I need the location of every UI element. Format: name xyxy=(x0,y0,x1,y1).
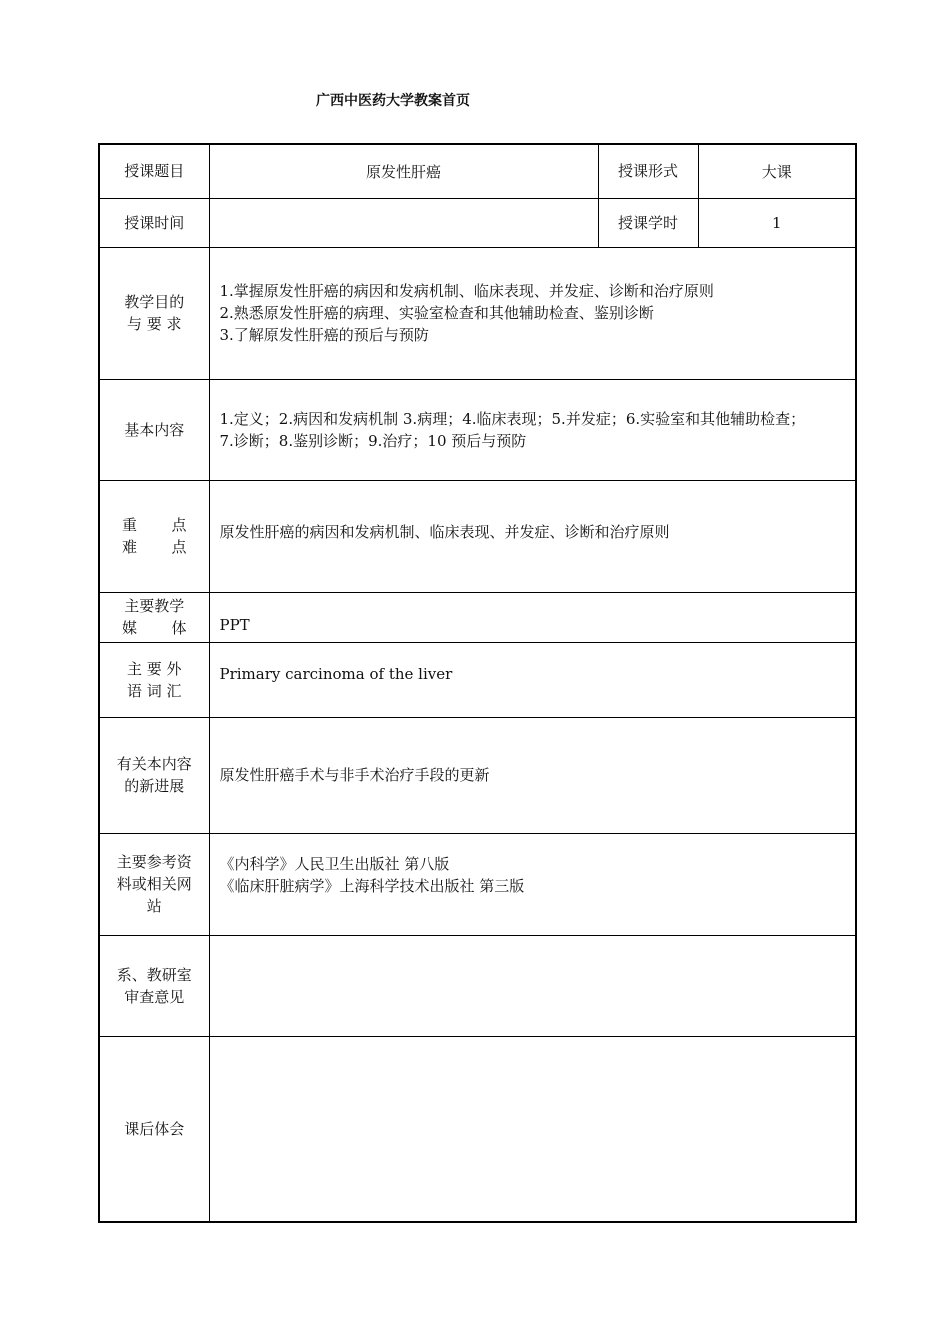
media-label xyxy=(99,592,209,642)
reference-item: 《内科学》人民卫生出版社 第八版 xyxy=(219,854,450,873)
media-content: PPT xyxy=(209,592,856,642)
topic-label: 授课题目 xyxy=(99,144,209,198)
row-reflection xyxy=(99,1036,856,1222)
reference-item: 《临床肝脏病学》上海科学技术出版社 第三版 xyxy=(219,876,525,895)
row-objectives xyxy=(99,247,856,379)
basic-content-label: 基本内容 xyxy=(99,379,209,480)
objectives-content xyxy=(209,247,856,379)
hours-label: 授课学时 xyxy=(598,198,698,247)
references-label-line1: 主要参考资 xyxy=(116,853,192,871)
references-content xyxy=(209,833,856,935)
time-value xyxy=(209,198,598,247)
review-label xyxy=(99,935,209,1036)
vocab-label xyxy=(99,642,209,717)
references-label-line3: 站 xyxy=(146,897,162,915)
lesson-plan-table xyxy=(98,143,857,1223)
references-label xyxy=(99,833,209,935)
media-label-line1: 主要教学 xyxy=(124,597,185,615)
review-label-line1: 系、教研室 xyxy=(116,965,192,984)
reflection-label: 课后体会 xyxy=(99,1036,209,1222)
row-progress xyxy=(99,717,856,833)
row-review xyxy=(99,935,856,1036)
basic-content-line: 7.诊断；8.鉴别诊断；9.治疗；10 预后与预防 xyxy=(219,431,527,450)
key-points-label xyxy=(99,480,209,592)
objective-item: 1.掌握原发性肝癌的病因和发病机制、临床表现、并发症、诊断和治疗原则 xyxy=(219,282,714,300)
form-value: 大课 xyxy=(698,144,856,198)
key-points-label-line1: 重点 xyxy=(122,516,187,534)
review-label-line2: 审查意见 xyxy=(124,987,185,1006)
row-key-points xyxy=(99,480,856,592)
review-content xyxy=(209,935,856,1036)
reflection-content xyxy=(209,1036,856,1222)
basic-content-line: 1.定义；2.病因和发病机制 3.病理；4.临床表现；5.并发症；6.实验室和其他辅助检查； xyxy=(219,409,806,428)
row-references xyxy=(99,833,856,935)
row-basic-content xyxy=(99,379,856,480)
objectives-label-line2: 与 要 求 xyxy=(126,315,182,333)
topic-value: 原发性肝癌 xyxy=(209,144,598,198)
vocab-label-line2: 语 词 汇 xyxy=(126,681,182,700)
references-label-line2: 料或相关网 xyxy=(116,875,192,893)
row-topic xyxy=(99,144,856,198)
progress-label-line2: 的新进展 xyxy=(124,777,185,795)
progress-label-line1: 有关本内容 xyxy=(116,755,192,773)
time-label: 授课时间 xyxy=(99,198,209,247)
progress-label xyxy=(99,717,209,833)
media-label-line2: 媒体 xyxy=(122,619,187,637)
objective-item: 2.熟悉原发性肝癌的病理、实验室检查和其他辅助检查、鉴别诊断 xyxy=(219,304,654,322)
key-points-content: 原发性肝癌的病因和发病机制、临床表现、并发症、诊断和治疗原则 xyxy=(209,480,856,592)
key-points-label-line2: 难点 xyxy=(122,538,187,556)
vocab-label-line1: 主 要 外 xyxy=(126,659,182,678)
row-media xyxy=(99,592,856,642)
vocab-content: Primary carcinoma of the liver xyxy=(209,642,856,717)
row-vocab xyxy=(99,642,856,717)
form-label: 授课形式 xyxy=(598,144,698,198)
objectives-label xyxy=(99,247,209,379)
page-title: 广西中医药大学教案首页 xyxy=(316,93,470,109)
progress-content: 原发性肝癌手术与非手术治疗手段的更新 xyxy=(209,717,856,833)
hours-value: 1 xyxy=(698,198,856,247)
row-time xyxy=(99,198,856,247)
objectives-label-line1: 教学目的 xyxy=(124,293,185,311)
objective-item: 3.了解原发性肝癌的预后与预防 xyxy=(219,326,429,344)
basic-content xyxy=(209,379,856,480)
